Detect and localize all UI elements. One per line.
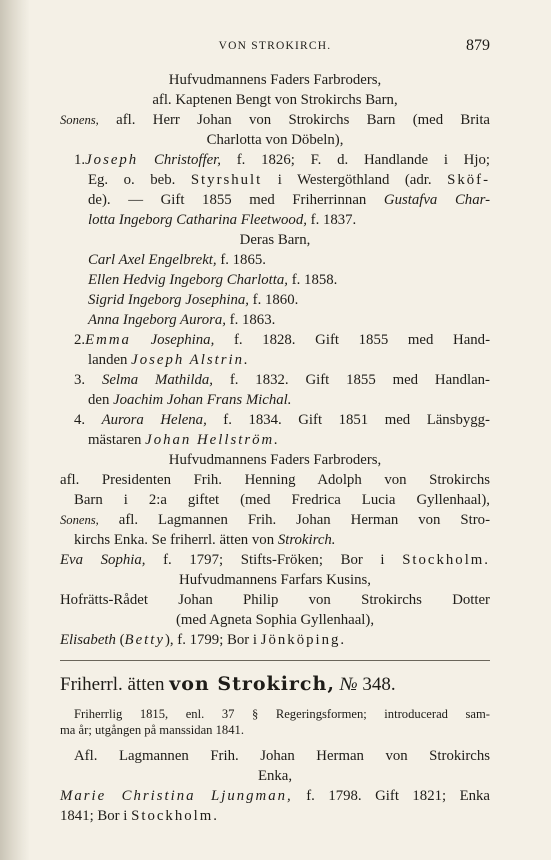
text-line: ma år; utgången på manssidan 1841. xyxy=(60,723,244,737)
text-line: Sonens, afl. Lagmannen Frih. Johan Herman von Stro- xyxy=(60,512,491,528)
section-heading: Friherrl. ätten von Strokirch, № 348. xyxy=(60,673,396,695)
text-line: Deras Barn, xyxy=(239,232,311,248)
text-line: den Joachim Johan Frans Michal. xyxy=(88,392,292,408)
text-line: afl. Presidenten Frih. Henning Adolph von Strokirchs xyxy=(60,472,490,488)
page-number: 879 xyxy=(466,37,490,54)
text-line: 3. Selma Mathilda, f. 1832. Gift 1855 med Handlan- xyxy=(74,372,490,388)
text-line: Hufvudmannens Farfars Kusins, xyxy=(179,572,371,588)
text-line: Barn i 2:a giftet (med Fredrica Lucia Gyllenhaal), xyxy=(74,492,490,508)
book-binding-shadow xyxy=(0,0,30,860)
text-line: Eva Sophia, f. 1797; Stifts-Fröken; Bor i Stockholm. xyxy=(60,552,491,568)
text-line: Charlotta von Döbeln), xyxy=(206,132,344,148)
text-line: afl. Kaptenen Bengt von Strokirchs Barn, xyxy=(152,92,398,108)
text-line: Elisabeth (Betty), f. 1799; Bor i Jönköping. xyxy=(60,632,347,648)
text-line: Hufvudmannens Faders Farbroders, xyxy=(168,72,382,88)
text-line: 4. Aurora Helena, f. 1834. Gift 1851 med Länsbygg- xyxy=(74,412,490,428)
text-line: Afl. Lagmannen Frih. Johan Herman von Strokirchs xyxy=(74,748,490,764)
running-header xyxy=(60,36,490,56)
text-line: Enka, xyxy=(257,768,293,784)
text-line: 1841; Bor i Stockholm. xyxy=(60,808,219,824)
text-line: 1.Joseph Christoffer, f. 1826; F. d. Handlande i Hjo; xyxy=(74,152,490,168)
text-line: 2.Emma Josephina, f. 1828. Gift 1855 med Hand- xyxy=(74,332,490,348)
text-line: Hufvudmannens Faders Farbroders, xyxy=(168,452,382,468)
text-line: Marie Christina Ljungman, f. 1798. Gift 1821; Enka xyxy=(60,788,490,804)
text-line: Sigrid Ingeborg Josephina, f. 1860. xyxy=(88,292,299,308)
text-line: Ellen Hedvig Ingeborg Charlotta, f. 1858. xyxy=(88,272,338,288)
text-line: Anna Ingeborg Aurora, f. 1863. xyxy=(88,312,276,328)
text-line: mästaren Johan Hellström. xyxy=(88,432,280,448)
text-line: (med Agneta Sophia Gyllenhaal), xyxy=(175,612,375,628)
text-line: Friherrlig 1815, enl. 37 § Regeringsformen; introducerad sam- xyxy=(74,707,490,721)
text-line: landen Joseph Alstrin. xyxy=(88,352,250,368)
section-rule xyxy=(60,660,490,661)
text-line: Carl Axel Engelbrekt, f. 1865. xyxy=(88,252,266,268)
text-line: kirchs Enka. Se friherrl. ätten von Strokirch. xyxy=(74,532,336,548)
text-line: Hofrätts-Rådet Johan Philip von Strokirchs Dotter xyxy=(60,592,490,608)
text-line: Eg. o. beb. Styrshult i Westergöthland (adr. Sköf- xyxy=(88,172,490,188)
text-line: de). — Gift 1855 med Friherrinnan Gustafva Char- xyxy=(88,192,490,208)
text-line: Sonens, afl. Herr Johan von Strokirchs Barn (med Brita xyxy=(60,112,490,128)
text-line: lotta Ingeborg Catharina Fleetwood, f. 1837. xyxy=(88,212,357,228)
running-title: VON STROKIRCH. xyxy=(218,40,332,52)
